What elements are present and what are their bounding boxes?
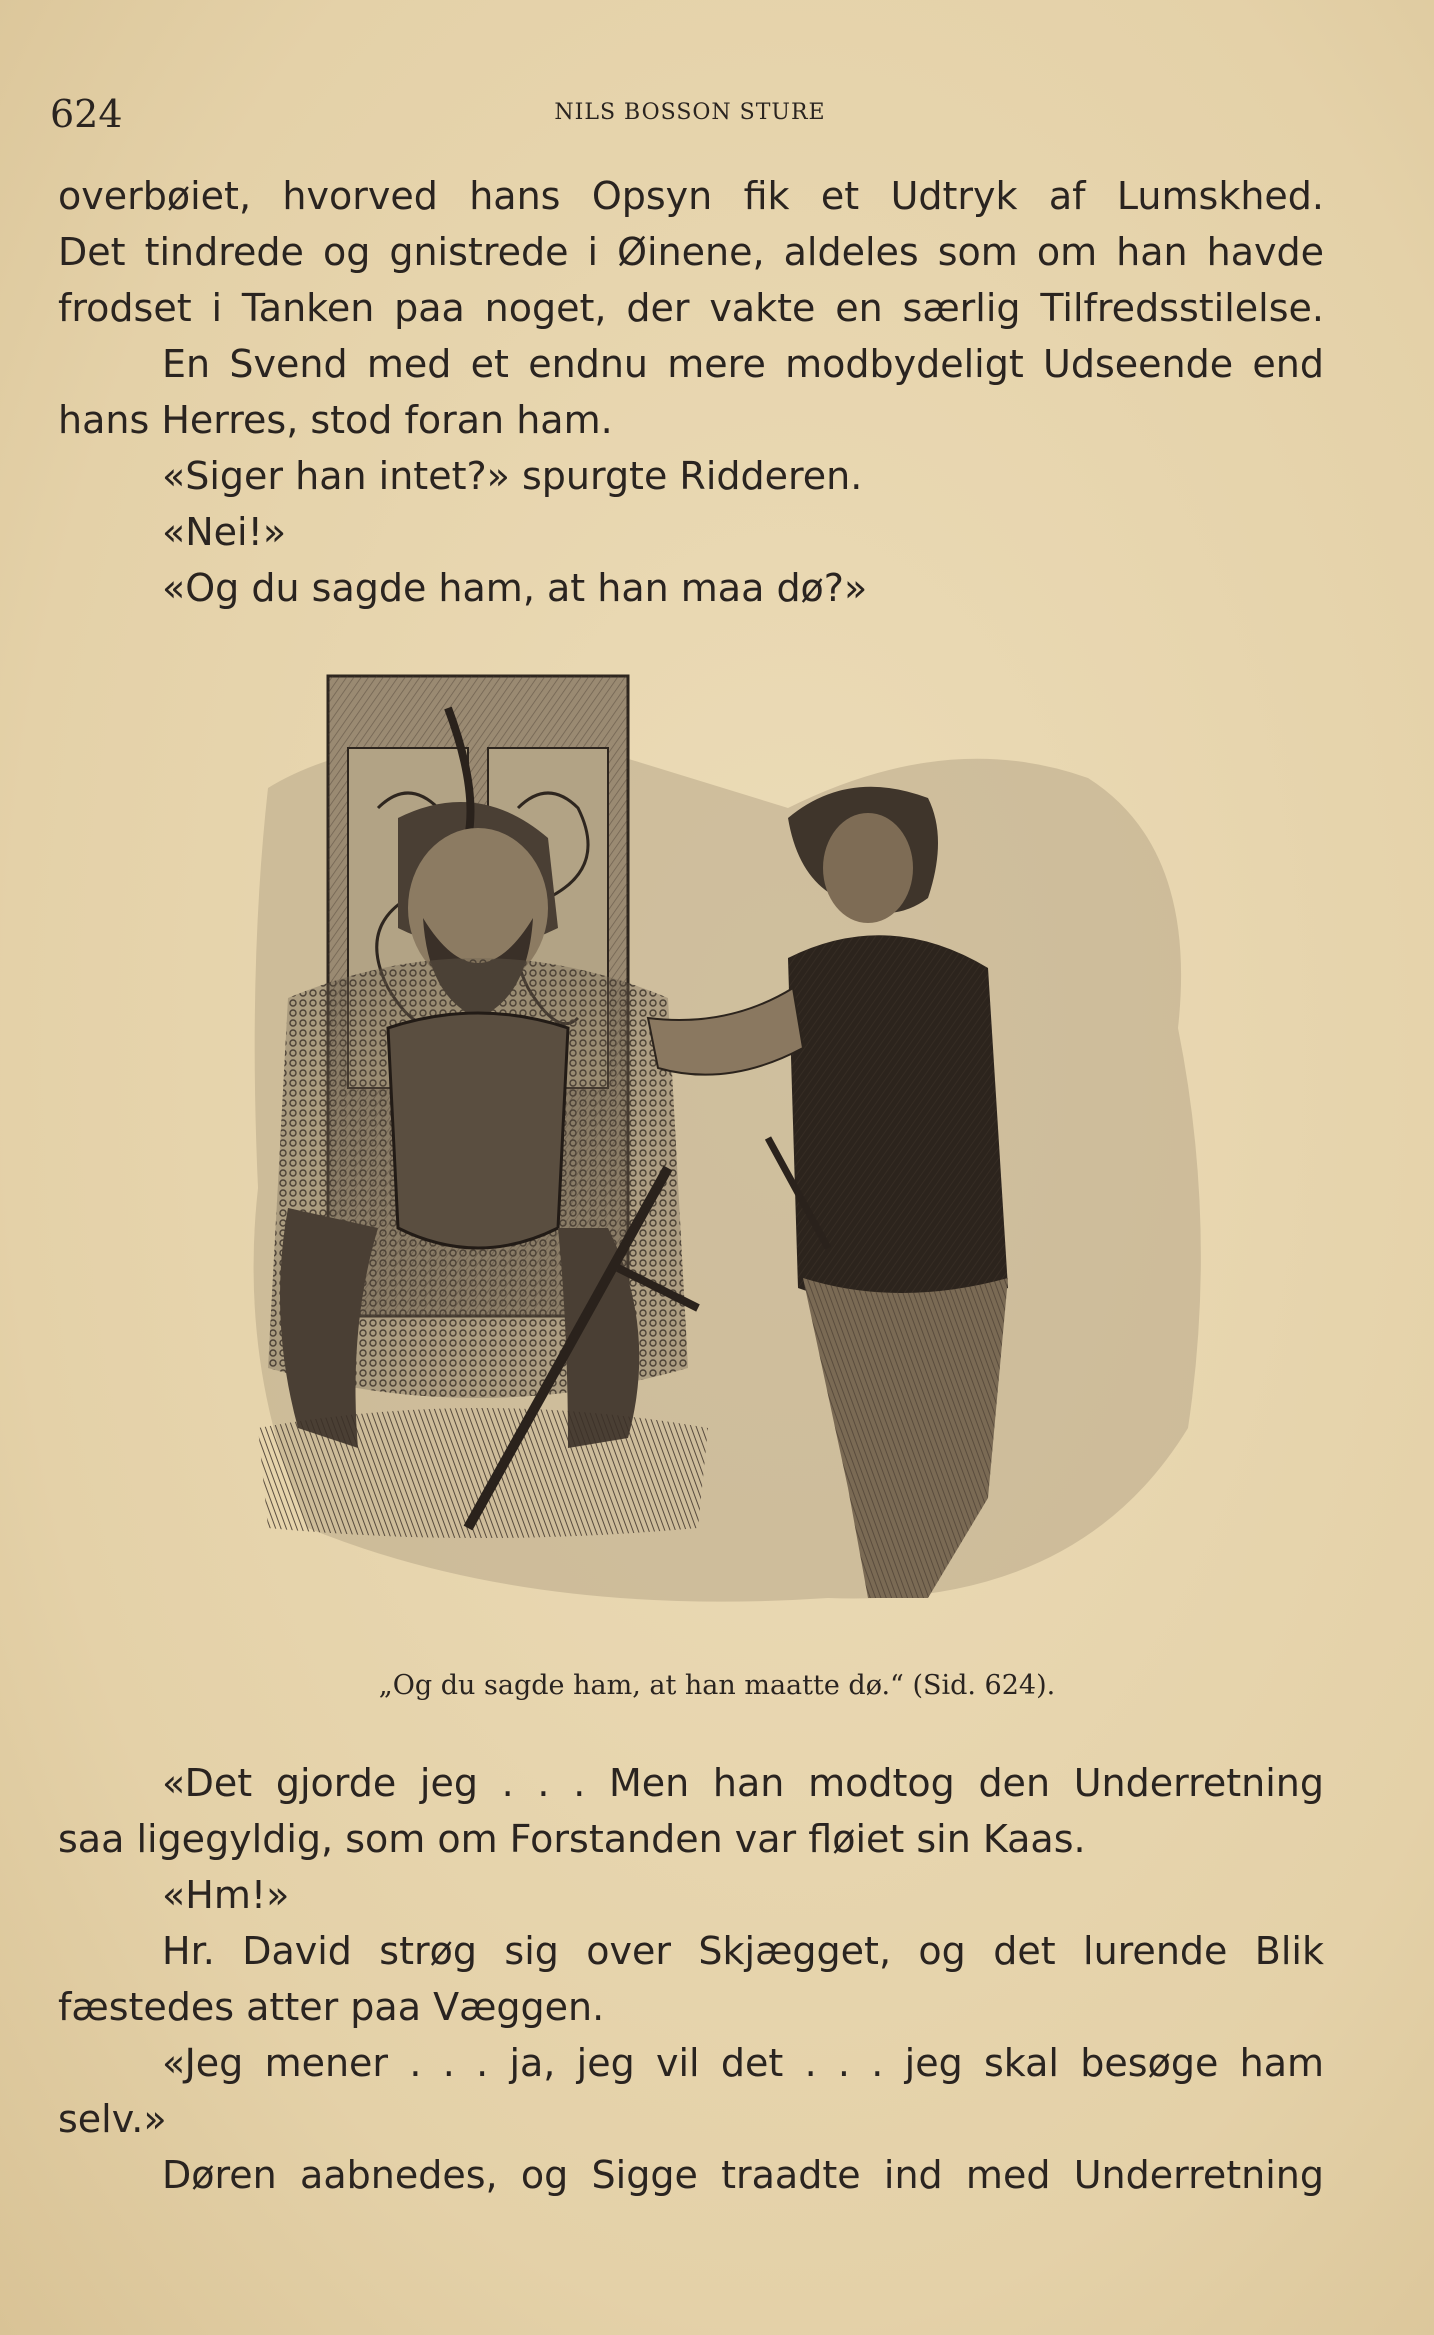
text-line: Hr. David strøg sig over Skjægget, og det lurende Blik xyxy=(162,1929,1324,1973)
text-line: «Jeg mener . . . ja, jeg vil det . . . jeg skal besøge ham xyxy=(162,2041,1324,2085)
text-line: fæstedes atter paa Væggen. xyxy=(58,1985,605,2029)
text-line: frodset i Tanken paa noget, der vakte en særlig Tilfredsstilelse. xyxy=(58,286,1324,330)
engraving-illustration xyxy=(228,668,1210,1618)
text-line: «Det gjorde jeg . . . Men han modtog den Underretning xyxy=(162,1761,1324,1805)
text-line: hans Herres, stod foran ham. xyxy=(58,398,613,442)
text-block-bottom xyxy=(58,1755,1324,2203)
illustration-caption: „Og du sagde ham, at han maatte dø.“ (Sid. 624). xyxy=(378,1670,1056,1701)
text-line: selv.» xyxy=(58,2097,167,2141)
page-header xyxy=(50,92,1330,136)
text-line: «Nei!» xyxy=(162,510,287,554)
text-line: «Hm!» xyxy=(162,1873,290,1917)
text-block-top xyxy=(58,168,1324,616)
text-line: Døren aabnedes, og Sigge traadte ind med Underretning xyxy=(162,2153,1324,2197)
text-line: En Svend med et endnu mere modbydeligt Udseende end xyxy=(162,342,1324,386)
text-line: Det tindrede og gnistrede i Øinene, aldeles som om han havde xyxy=(58,230,1324,274)
text-line: overbøiet, hvorved hans Opsyn fik et Udtryk af Lumskhed. xyxy=(58,174,1324,218)
text-line: «Siger han intet?» spurgte Ridderen. xyxy=(162,454,863,498)
text-line: saa ligegyldig, som om Forstanden var fløiet sin Kaas. xyxy=(58,1817,1086,1861)
running-head: NILS BOSSON STURE xyxy=(554,100,826,125)
text-line: «Og du sagde ham, at han maa dø?» xyxy=(162,566,868,610)
page-number: 624 xyxy=(50,92,123,136)
